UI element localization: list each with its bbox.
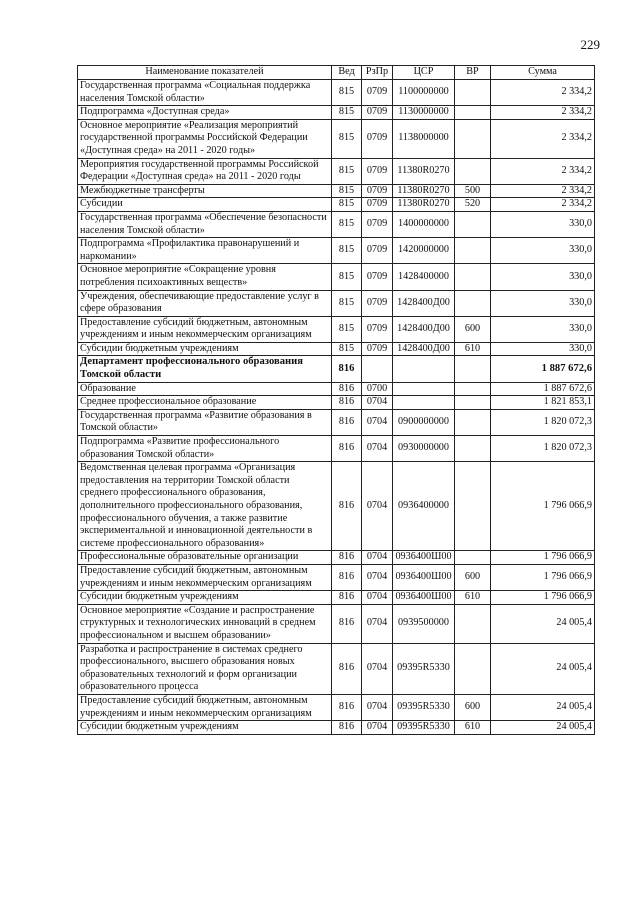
cell-vr <box>455 80 491 106</box>
cell-rzpr: 0709 <box>362 80 393 106</box>
cell-ved: 816 <box>332 382 362 396</box>
cell-csr: 0936400Ш00 <box>393 564 455 590</box>
cell-sum: 2 334,2 <box>491 158 595 184</box>
table-row <box>78 591 595 605</box>
budget-table <box>77 65 595 735</box>
table-row <box>78 409 595 435</box>
cell-rzpr: 0709 <box>362 238 393 264</box>
cell-csr <box>393 382 455 396</box>
cell-rzpr: 0704 <box>362 396 393 410</box>
cell-rzpr: 0704 <box>362 604 393 643</box>
cell-csr: 0936400Ш00 <box>393 551 455 565</box>
cell-ved: 815 <box>332 158 362 184</box>
table-row <box>78 462 595 551</box>
cell-rzpr: 0704 <box>362 409 393 435</box>
cell-vr <box>455 462 491 551</box>
cell-sum: 1 820 072,3 <box>491 436 595 462</box>
table-row <box>78 721 595 735</box>
cell-name: Мероприятия государственной программы Российской Федерации «Доступная среда» на 2011 - 2020 годы <box>78 158 332 184</box>
cell-ved: 816 <box>332 551 362 565</box>
cell-name: Основное мероприятие «Создание и распространение структурных и технологических инноваций в среднем профессиональном и высшем образовании» <box>78 604 332 643</box>
cell-sum: 1 887 672,6 <box>491 382 595 396</box>
cell-rzpr: 0709 <box>362 106 393 120</box>
cell-csr: 1400000000 <box>393 211 455 237</box>
cell-csr <box>393 396 455 410</box>
cell-sum: 2 334,2 <box>491 119 595 158</box>
cell-ved: 815 <box>332 290 362 316</box>
header-name: Наименование показателей <box>78 66 332 80</box>
cell-name: Межбюджетные трансферты <box>78 184 332 198</box>
table-row <box>78 198 595 212</box>
cell-name: Предоставление субсидий бюджетным, автономным учреждениям и иным некоммерческим организациям <box>78 694 332 720</box>
cell-csr <box>393 356 455 382</box>
cell-ved: 815 <box>332 198 362 212</box>
cell-ved: 815 <box>332 316 362 342</box>
cell-csr: 1130000000 <box>393 106 455 120</box>
cell-csr: 09395R5330 <box>393 643 455 694</box>
cell-name: Профессиональные образовательные организации <box>78 551 332 565</box>
cell-ved: 816 <box>332 604 362 643</box>
table-row <box>78 342 595 356</box>
cell-csr: 0936400Ш00 <box>393 591 455 605</box>
cell-rzpr: 0709 <box>362 119 393 158</box>
cell-name: Субсидии бюджетным учреждениям <box>78 342 332 356</box>
cell-vr <box>455 211 491 237</box>
cell-ved: 816 <box>332 591 362 605</box>
cell-name: Учреждения, обеспечивающие предоставление услуг в сфере образования <box>78 290 332 316</box>
cell-sum: 2 334,2 <box>491 198 595 212</box>
header-vr: ВР <box>455 66 491 80</box>
cell-ved: 815 <box>332 106 362 120</box>
cell-vr <box>455 264 491 290</box>
cell-vr <box>455 409 491 435</box>
cell-rzpr: 0709 <box>362 316 393 342</box>
cell-rzpr: 0709 <box>362 198 393 212</box>
table-row <box>78 604 595 643</box>
cell-csr: 1428400Д00 <box>393 290 455 316</box>
header-rzpr: РзПр <box>362 66 393 80</box>
table-row <box>78 382 595 396</box>
cell-ved: 815 <box>332 264 362 290</box>
cell-ved: 815 <box>332 119 362 158</box>
cell-name: Субсидии <box>78 198 332 212</box>
cell-vr: 600 <box>455 694 491 720</box>
cell-ved: 816 <box>332 356 362 382</box>
cell-name: Разработка и распространение в системах среднего профессионального, высшего образования новых образовательных технологий и форм организации образовательного процесса <box>78 643 332 694</box>
cell-ved: 816 <box>332 721 362 735</box>
cell-ved: 816 <box>332 396 362 410</box>
table-row <box>78 264 595 290</box>
cell-name: Департамент профессионального образования Томской области <box>78 356 332 382</box>
cell-sum: 330,0 <box>491 316 595 342</box>
cell-sum: 24 005,4 <box>491 604 595 643</box>
cell-rzpr: 0709 <box>362 264 393 290</box>
cell-vr <box>455 604 491 643</box>
cell-name: Подпрограмма «Развитие профессионального образования Томской области» <box>78 436 332 462</box>
cell-vr <box>455 290 491 316</box>
cell-sum: 330,0 <box>491 238 595 264</box>
cell-csr: 11380R0270 <box>393 198 455 212</box>
cell-csr: 1138000000 <box>393 119 455 158</box>
cell-name: Субсидии бюджетным учреждениям <box>78 721 332 735</box>
cell-rzpr: 0709 <box>362 342 393 356</box>
cell-rzpr: 0704 <box>362 643 393 694</box>
table-row <box>78 211 595 237</box>
cell-csr: 1428400Д00 <box>393 316 455 342</box>
cell-rzpr: 0704 <box>362 436 393 462</box>
table-row <box>78 436 595 462</box>
cell-sum: 2 334,2 <box>491 80 595 106</box>
cell-ved: 815 <box>332 184 362 198</box>
cell-name: Предоставление субсидий бюджетным, автономным учреждениям и иным некоммерческим организациям <box>78 564 332 590</box>
cell-ved: 815 <box>332 80 362 106</box>
cell-name: Подпрограмма «Профилактика правонарушений и наркомании» <box>78 238 332 264</box>
table-row <box>78 396 595 410</box>
cell-csr: 0900000000 <box>393 409 455 435</box>
cell-vr <box>455 436 491 462</box>
cell-sum: 1 796 066,9 <box>491 591 595 605</box>
table-row <box>78 290 595 316</box>
cell-rzpr: 0709 <box>362 184 393 198</box>
cell-sum: 1 887 672,6 <box>491 356 595 382</box>
cell-csr: 11380R0270 <box>393 158 455 184</box>
cell-vr: 600 <box>455 564 491 590</box>
cell-name: Образование <box>78 382 332 396</box>
cell-vr <box>455 643 491 694</box>
cell-sum: 1 821 853,1 <box>491 396 595 410</box>
cell-vr <box>455 356 491 382</box>
cell-rzpr: 0700 <box>362 382 393 396</box>
cell-sum: 330,0 <box>491 342 595 356</box>
cell-sum: 1 796 066,9 <box>491 564 595 590</box>
cell-rzpr: 0704 <box>362 462 393 551</box>
cell-sum: 2 334,2 <box>491 106 595 120</box>
table-row <box>78 643 595 694</box>
cell-vr <box>455 119 491 158</box>
cell-ved: 816 <box>332 462 362 551</box>
cell-vr: 500 <box>455 184 491 198</box>
cell-vr <box>455 382 491 396</box>
page-number: 229 <box>580 37 600 52</box>
cell-vr: 610 <box>455 591 491 605</box>
table-row <box>78 694 595 720</box>
table-row <box>78 238 595 264</box>
cell-csr: 0939500000 <box>393 604 455 643</box>
cell-vr <box>455 396 491 410</box>
cell-name: Государственная программа «Социальная поддержка населения Томской области» <box>78 80 332 106</box>
cell-sum: 1 796 066,9 <box>491 551 595 565</box>
cell-csr: 0930000000 <box>393 436 455 462</box>
cell-name: Государственная программа «Развитие образования в Томской области» <box>78 409 332 435</box>
cell-vr: 610 <box>455 342 491 356</box>
cell-ved: 816 <box>332 643 362 694</box>
cell-name: Субсидии бюджетным учреждениям <box>78 591 332 605</box>
cell-sum: 2 334,2 <box>491 184 595 198</box>
cell-sum: 330,0 <box>491 211 595 237</box>
header-ved: Вед <box>332 66 362 80</box>
cell-rzpr: 0704 <box>362 721 393 735</box>
cell-csr: 11380R0270 <box>393 184 455 198</box>
cell-ved: 816 <box>332 564 362 590</box>
table-row <box>78 80 595 106</box>
cell-vr: 600 <box>455 316 491 342</box>
cell-rzpr: 0704 <box>362 591 393 605</box>
cell-name: Предоставление субсидий бюджетным, автономным учреждениям и иным некоммерческим организациям <box>78 316 332 342</box>
cell-sum: 330,0 <box>491 264 595 290</box>
cell-vr <box>455 238 491 264</box>
cell-csr: 09395R5330 <box>393 694 455 720</box>
cell-ved: 816 <box>332 436 362 462</box>
cell-csr: 09395R5330 <box>393 721 455 735</box>
cell-name: Основное мероприятие «Реализация мероприятий государственной программы Российской Федерации «Доступная среда» на 2011 - 2020 годы» <box>78 119 332 158</box>
cell-rzpr: 0704 <box>362 694 393 720</box>
cell-rzpr: 0704 <box>362 564 393 590</box>
table-row <box>78 158 595 184</box>
cell-name: Подпрограмма «Доступная среда» <box>78 106 332 120</box>
cell-vr: 610 <box>455 721 491 735</box>
cell-vr <box>455 106 491 120</box>
table-row <box>78 184 595 198</box>
cell-name: Государственная программа «Обеспечение безопасности населения Томской области» <box>78 211 332 237</box>
cell-vr <box>455 551 491 565</box>
table-row <box>78 316 595 342</box>
cell-vr <box>455 158 491 184</box>
cell-ved: 816 <box>332 409 362 435</box>
table-row <box>78 106 595 120</box>
table-header-row <box>78 66 595 80</box>
cell-sum: 330,0 <box>491 290 595 316</box>
cell-csr: 1100000000 <box>393 80 455 106</box>
table-row <box>78 564 595 590</box>
cell-ved: 816 <box>332 694 362 720</box>
cell-rzpr: 0704 <box>362 551 393 565</box>
cell-rzpr <box>362 356 393 382</box>
cell-vr: 520 <box>455 198 491 212</box>
table-row <box>78 119 595 158</box>
cell-csr: 1428400Д00 <box>393 342 455 356</box>
cell-sum: 1 820 072,3 <box>491 409 595 435</box>
cell-csr: 0936400000 <box>393 462 455 551</box>
cell-sum: 24 005,4 <box>491 643 595 694</box>
cell-csr: 1420000000 <box>393 238 455 264</box>
cell-rzpr: 0709 <box>362 290 393 316</box>
cell-sum: 24 005,4 <box>491 694 595 720</box>
cell-name: Среднее профессиональное образование <box>78 396 332 410</box>
header-sum: Сумма <box>491 66 595 80</box>
table-row <box>78 551 595 565</box>
cell-sum: 24 005,4 <box>491 721 595 735</box>
cell-ved: 815 <box>332 238 362 264</box>
cell-name: Основное мероприятие «Сокращение уровня потребления психоактивных веществ» <box>78 264 332 290</box>
cell-rzpr: 0709 <box>362 158 393 184</box>
cell-name: Ведомственная целевая программа «Организация предоставления на территории Томской области среднего профессионального образования, дополнительного профессионального образования, профессионального обучения, а также развитие экспериментальной и инновационной деятельности в системе профессионального образования» <box>78 462 332 551</box>
table-body <box>78 80 595 735</box>
cell-rzpr: 0709 <box>362 211 393 237</box>
cell-sum: 1 796 066,9 <box>491 462 595 551</box>
header-csr: ЦСР <box>393 66 455 80</box>
cell-csr: 1428400000 <box>393 264 455 290</box>
table-row <box>78 356 595 382</box>
cell-ved: 815 <box>332 211 362 237</box>
cell-ved: 815 <box>332 342 362 356</box>
